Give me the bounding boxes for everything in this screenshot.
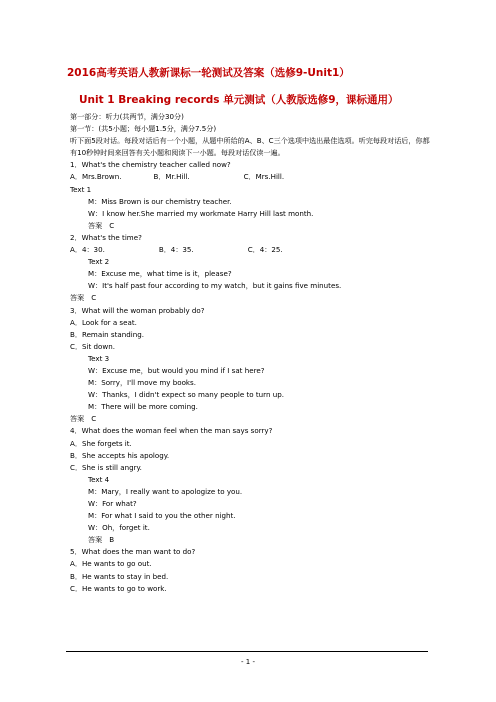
answer: 答案 B [88,535,115,545]
dialogue-line: W：Excuse me，but would you mind if I sat here? [88,365,265,375]
dialogue-line: W：I know her.She married my workmate Harry Hill last month. [88,208,314,218]
answer: 答案 C [88,220,115,230]
option-b: B．4：35. [158,245,194,255]
option-a: A．4：30. [70,245,105,255]
dialogue-line: M：For what I said to you the other night. [88,511,236,521]
dialogue-line: M：Sorry，I'll move my books. [88,378,196,388]
answer: 答案 C [70,293,97,303]
question-2-options [70,244,434,256]
dialogue-line: W：It's half past four according to my watch，but it gains five minutes. [88,281,342,291]
answer: 答案 C [70,414,97,424]
option-b: B．Remain standing. [70,329,144,339]
dialogue-line: W：For what? [88,499,137,508]
option-c: C．Mrs.Hill. [243,172,285,182]
question-1-stem: 1．What's the chemistry teacher called now? [70,160,231,170]
option-a: A．Look for a seat. [70,317,137,327]
dialogue-line: W：Thanks，I didn't expect so many people to turn up. [88,390,284,400]
option-b: B．She accepts his apology. [70,450,170,460]
option-c: C．She is still angry. [70,462,142,472]
option-a: A．He wants to go out. [70,559,152,569]
text-label: Text 3 [88,353,110,363]
option-a: A．She forgets it. [70,438,132,448]
text-label: Text 1 [70,184,92,194]
document-title: 2016高考英语人教新课标一轮测试及答案（选修9-Unit1） [67,67,350,79]
footer-divider [66,651,428,652]
option-c: C．Sit down. [70,341,115,351]
option-c: C．4：25. [247,245,283,255]
dialogue-line: M：Miss Brown is our chemistry teacher. [88,196,232,206]
dialogue-line: W：Oh，forget it. [88,523,150,533]
text-label: Text 4 [88,474,110,484]
text-label: Text 2 [88,257,110,267]
page-number: - 1 - [241,658,255,666]
option-c: C．He wants to go to work. [70,583,167,593]
dialogue-line: M：Mary，I really want to apologize to you. [88,486,243,496]
document-body [70,111,434,595]
option-b: B．He wants to stay in bed. [70,571,169,581]
option-a: A．Mrs.Brown. [70,172,122,182]
question-1-options [70,171,434,183]
section-heading: 第一节：(共5小题；每小题1.5分，满分7.5分) [70,124,217,134]
document-subtitle: Unit 1 Breaking records 单元测试（人教版选修9，课标通用） [79,94,399,106]
question-5-stem: 5．What does the man want to do? [70,547,196,557]
dialogue-line: M：There will be more coming. [88,402,198,412]
question-2-stem: 2．What's the time? [70,232,142,242]
question-3-stem: 3．What will the woman probably do? [70,305,205,315]
part-heading: 第一部分：听力(共两节，满分30分) [70,112,184,121]
instructions: 听下面5段对话。每段对话后有一个小题，从题中所给的A、B、C三个选项中选出最佳选项。听完每段对话后，你都有10秒钟时间来回答有关小题和阅读下一小题。每段对话仅读一遍。 [70,136,430,158]
question-4-stem: 4．What does the woman feel when the man says sorry? [70,426,273,436]
dialogue-line: M：Excuse me，what time is it，please? [88,269,232,279]
option-b: B．Mr.Hill. [153,172,190,182]
